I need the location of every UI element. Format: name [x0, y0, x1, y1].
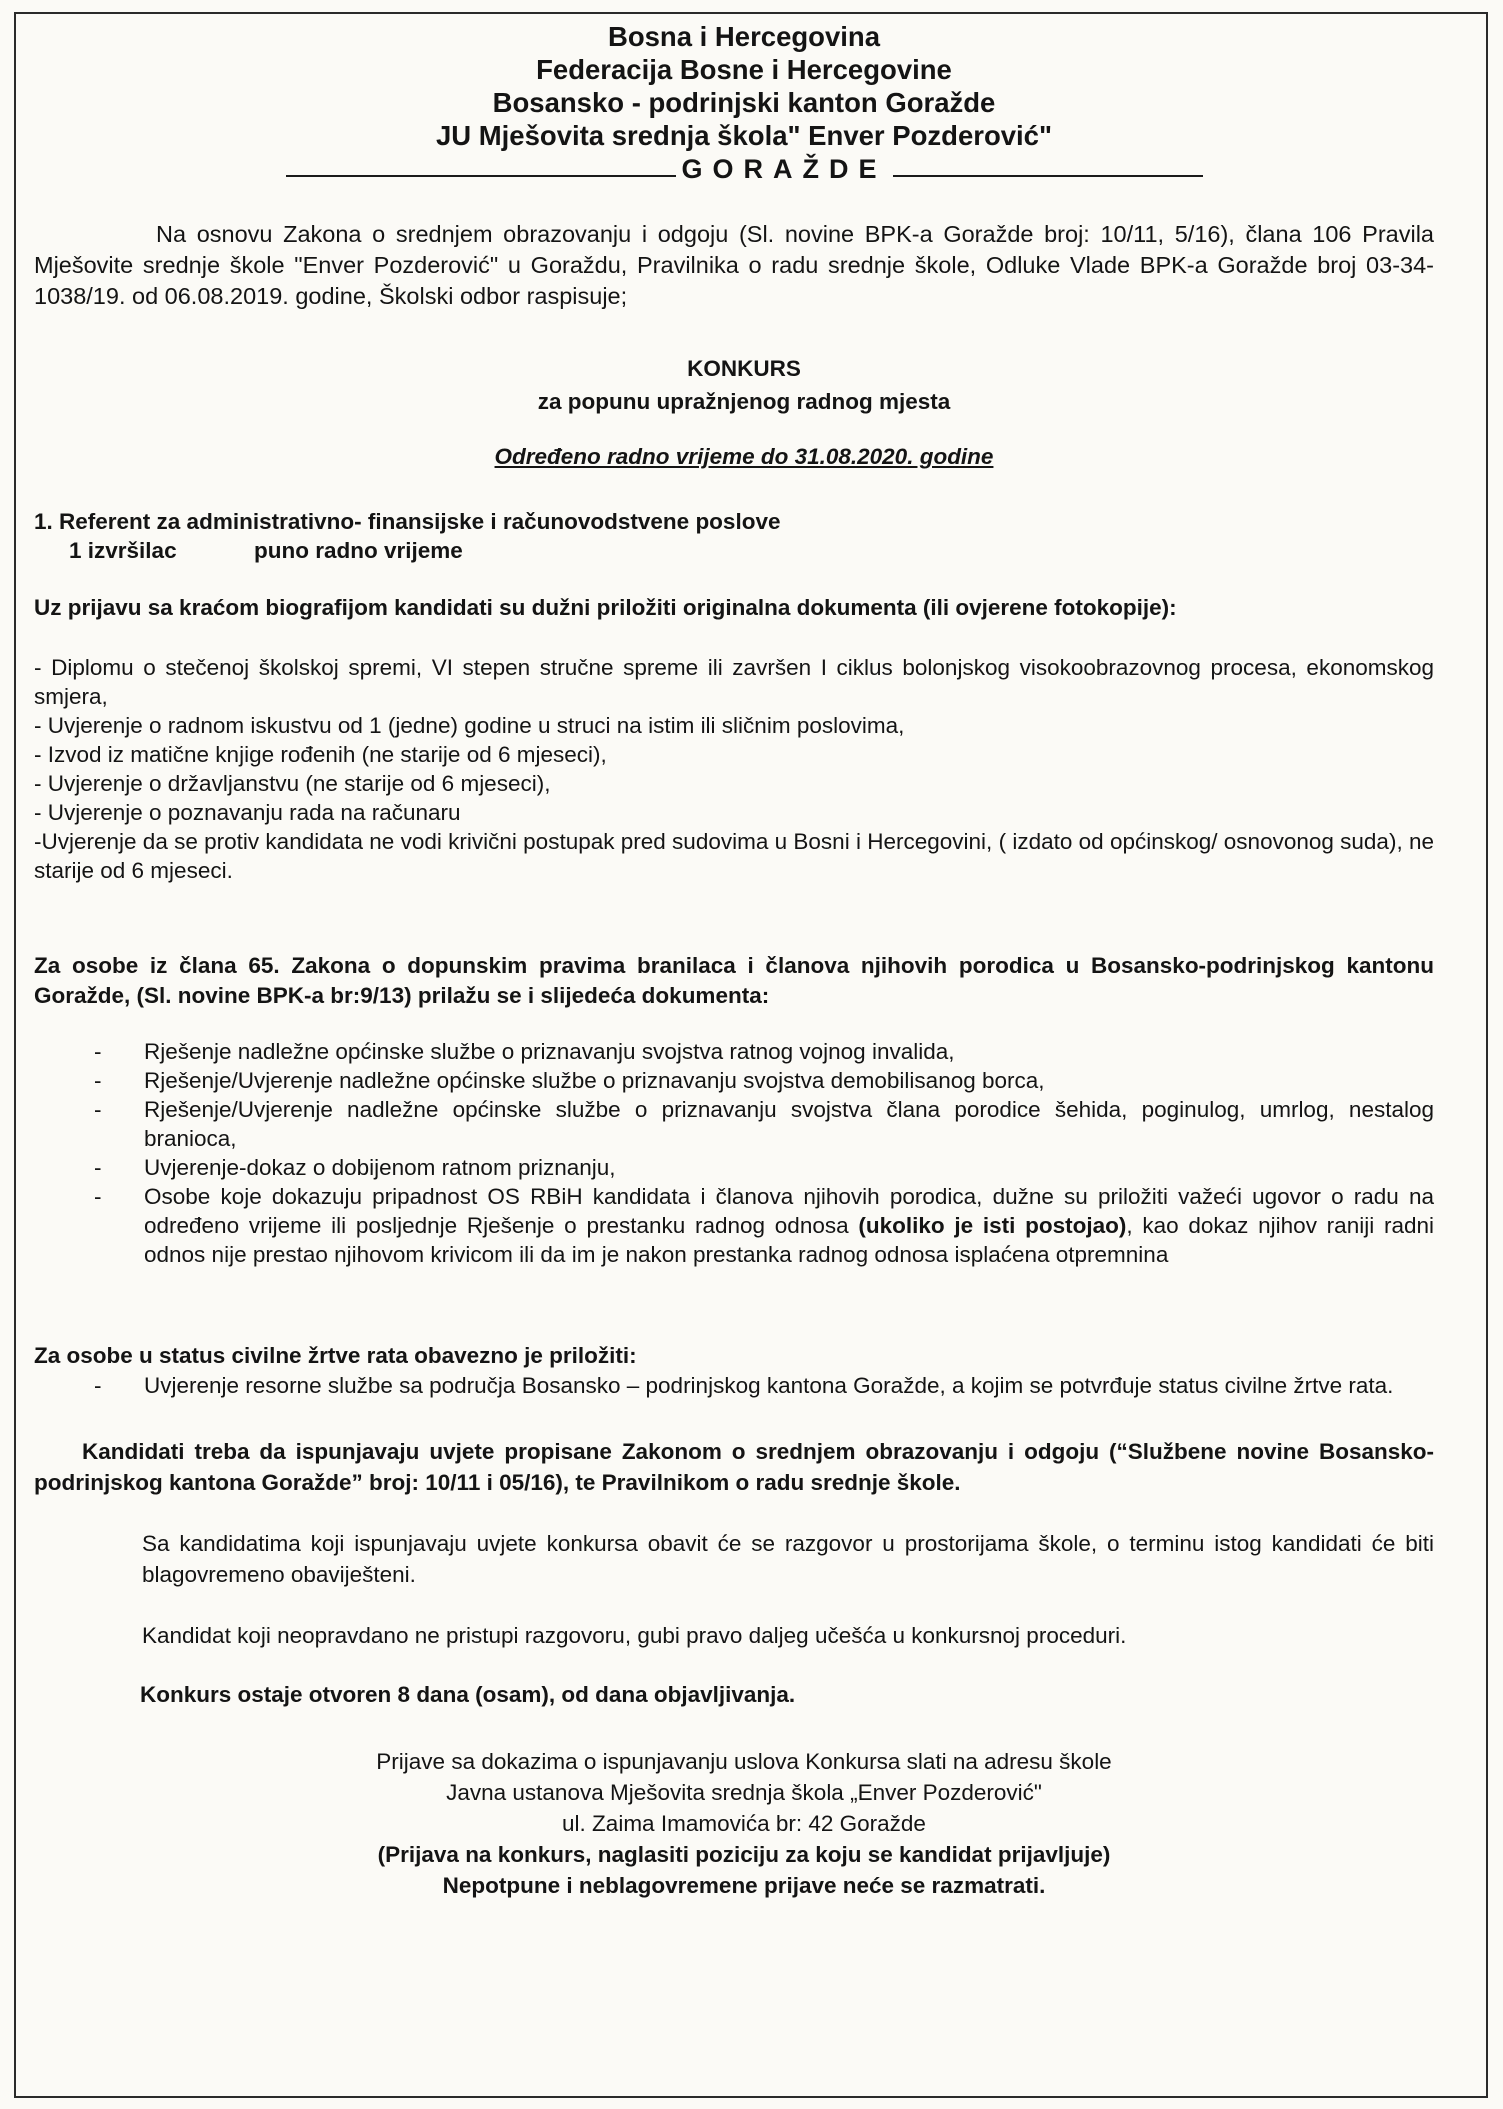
city-rule-left [286, 175, 676, 177]
list-item: - Uvjerenje o državljanstvu (ne starije od 6 mjeseci), [34, 771, 551, 796]
list-item-bold-text: (ukoliko je isti postojao) [858, 1213, 1127, 1238]
list-item [34, 1182, 1434, 1269]
veterans-heading: Za osobe iz člana 65. Zakona o dopunskim pravima branilaca i članova njihovih porodica u Bosansko-podrinjskog kantonu Goražde, (Sl. novine BPK-a br:9/13) prilažu se i slijedeća dokumenta: [34, 953, 1434, 1008]
civilian-heading: Za osobe u status civilne žrtve rata obavezno je priložiti: [34, 1343, 637, 1368]
list-item: - Uvjerenje-dokaz o dobijenom ratnom priznanju, [34, 1153, 1434, 1182]
header-city: GORAŽDE [681, 154, 887, 184]
civilian-list [34, 1371, 1434, 1400]
list-item: - Uvjerenje o radnom iskustvu od 1 (jedne) godine u struci na istim ili sličnim poslovima, [34, 713, 905, 738]
city-rule-right [893, 175, 1203, 177]
konkurs-subtitle: za popunu upražnjenog radnog mjesta [537, 389, 951, 414]
list-item: - Rješenje/Uvjerenje nadležne općinske službe o priznavanju svojstva člana porodice šehida, poginulog, umrlog, nestalog branioca, [34, 1095, 1434, 1153]
interview-paragraph: Sa kandidatima koji ispunjavaju uvjete konkursa obavit će se razgovor u prostorijama škole, o terminu istog kandidati će biti blagovremeno obaviješteni. [142, 1531, 1434, 1587]
header-school: JU Mješovita srednja škola" Enver Pozderović" [435, 120, 1053, 151]
address-line: Nepotpune i neblagovremene prijave neće se razmatrati. [442, 1873, 1046, 1898]
list-item: - Diplomu o stečenoj školskoj spremi, VI stepen stručne spreme ili završen I ciklus bolonjskog visokoobrazovnog procesa, ekonomskog smjera, [34, 655, 1434, 709]
list-item: - Rješenje/Uvjerenje nadležne općinske službe o priznavanju svojstva demobilisanog borca, [34, 1066, 1434, 1095]
veterans-list [34, 1037, 1434, 1269]
header-canton: Bosansko - podrinjski kanton Goražde [492, 87, 996, 118]
header-federation: Federacija Bosne i Hercegovine [536, 54, 952, 85]
documents-list [34, 653, 1454, 885]
requirements-paragraph: Kandidati treba da ispunjavaju uvjete propisane Zakonom o srednjem obrazovanju i odgoju (“Službene novine Bosansko-podrinjskog kantona Goražde” broj: 10/11 i 05/16), te Pravilnikom o radu srednje škole. [34, 1439, 1434, 1495]
address-line: (Prijava na konkurs, naglasiti poziciju za koju se kandidat prijavljuje) [377, 1842, 1111, 1867]
intro-paragraph: Na osnovu Zakona o srednjem obrazovanju i odgoju (Sl. novine BPK-a Goražde broj: 10/11, 5/16), člana 106 Pravila Mješovite srednje škole "Enver Pozderović" u Goraždu, Pravilnika o radu srednje škole, Odluke Vlade BPK-a Goražde broj 03-34-1038/19. od 06.08.2019. godine, Školski odbor raspisuje; [34, 221, 1434, 309]
documents-heading: Uz prijavu sa kraćom biografijom kandidati su dužni priložiti originalna dokumenta (ili ovjerene fotokopije): [34, 595, 1177, 620]
list-item: - Uvjerenje resorne službe sa područja Bosansko – podrinjskog kantona Goražde, a kojim se potvrđuje status civilne žrtve rata. [34, 1371, 1434, 1400]
absence-paragraph: Kandidat koji neopravdano ne pristupi razgovoru, gubi pravo daljeg učešća u konkursnoj proceduri. [142, 1623, 1127, 1648]
open-paragraph: Konkurs ostaje otvoren 8 dana (osam), od dana objavljivanja. [140, 1682, 796, 1707]
list-item: - Izvod iz matične knjige rođenih (ne starije od 6 mjeseci), [34, 742, 607, 767]
header-city-row [34, 154, 1454, 185]
header-country: Bosna i Hercegovina [607, 21, 881, 52]
address-line: Javna ustanova Mješovita srednja škola „Enver Pozderović" [446, 1780, 1042, 1805]
list-item-text: Osobe koje dokazuju pripadnost OS RBiH kandidata i članova njihovih porodica, dužne su priložiti važeći ugovor o radu na određeno vrijeme ili posljednje Rješenje o prestanku radnog odnosa [144, 1184, 1434, 1238]
document-body [34, 20, 1454, 1901]
list-item: - Uvjerenje o poznavanju rada na računaru [34, 800, 461, 825]
position-hours: puno radno vrijeme [254, 538, 463, 563]
konkurs-title: KONKURS [687, 356, 801, 381]
address-block [34, 1746, 1454, 1901]
position-executors: 1 izvršilac [69, 538, 177, 563]
position-block [34, 507, 1454, 565]
address-line: Prijave sa dokazima o ispunjavanju uslova Konkursa slati na adresu škole [376, 1749, 1112, 1774]
list-item-text: , kao dokaz njihov raniji radni odnos nije prestao njihovom krivicom ili da im je nakon prestanka radnog odnosa isplaćena otpremnina [144, 1213, 1434, 1267]
konkurs-period: Određeno radno vrijeme do 31.08.2020. godine [494, 444, 994, 469]
list-item: - Rješenje nadležne općinske službe o priznavanju svojstva ratnog vojnog invalida, [34, 1037, 1434, 1066]
address-line: ul. Zaima Imamovića br: 42 Goražde [562, 1811, 926, 1836]
position-title: 1. Referent za administrativno- finansijske i računovodstvene poslove [34, 509, 781, 534]
list-item: -Uvjerenje da se protiv kandidata ne vodi krivični postupak pred sudovima u Bosni i Hercegovini, ( izdato od općinskog/ osnovonog suda), ne starije od 6 mjeseci. [34, 829, 1434, 883]
